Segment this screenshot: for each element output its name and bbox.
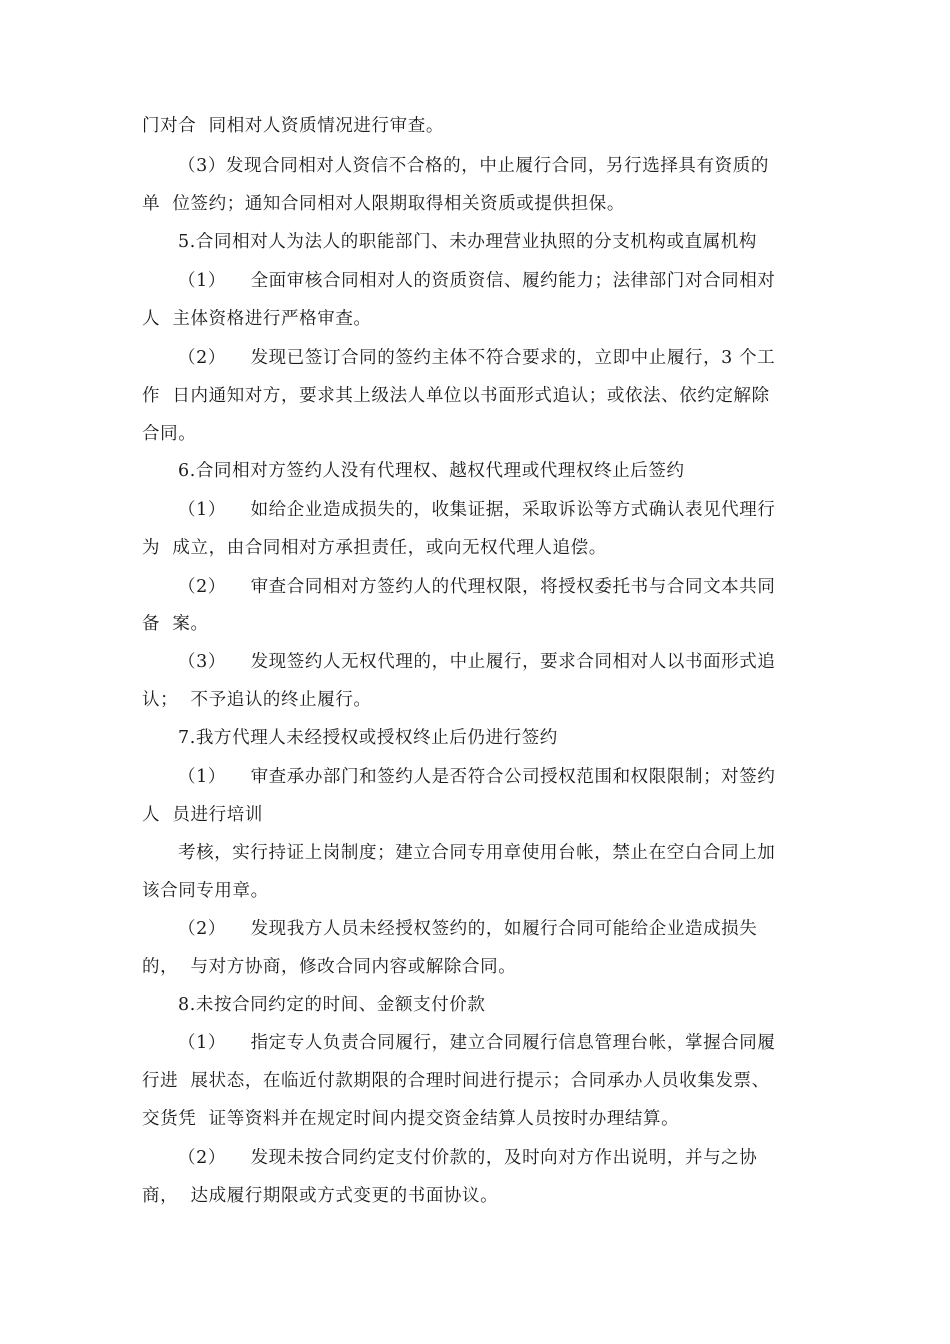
text-line: 认； 不予追认的终止履行。 (142, 690, 372, 710)
section-heading: 8.未按合同约定的时间、金额支付价款 (178, 995, 486, 1015)
text-line: （3） 发现签约人无权代理的，中止履行，要求合同相对人以书面形式追 (178, 652, 776, 672)
text-line: 单 位签约；通知合同相对人限期取得相关资质或提供担保。 (142, 194, 625, 214)
text-line: 行进 展状态，在临近付款期限的合理时间进行提示；合同承办人员收集发票、 (142, 1071, 770, 1091)
text-line: 该合同专用章。 (142, 881, 269, 901)
text-line: （2） 审查合同相对方签约人的代理权限，将授权委托书与合同文本共同 (178, 577, 776, 597)
text-line: （1） 审查承办部门和签约人是否符合公司授权范围和权限限制；对签约 (178, 767, 776, 787)
text-line: （1） 全面审核合同相对人的资质资信、履约能力；法律部门对合同相对 (178, 271, 776, 291)
text-line: （2） 发现已签订合同的签约主体不符合要求的，立即中止履行，3 个工 (178, 348, 776, 368)
text-line: 为 成立，由合同相对方承担责任，或向无权代理人追偿。 (142, 538, 607, 558)
text-line: 人 主体资格进行严格审查。 (142, 309, 372, 329)
text-line: 作 日内通知对方，要求其上级法人单位以书面形式追认；或依法、依约定解除 (142, 386, 770, 406)
text-line: （3）发现合同相对人资信不合格的，中止履行合同，另行选择具有资质的 (178, 156, 769, 176)
section-heading: 5.合同相对人为法人的职能部门、未办理营业执照的分支机构或直属机构 (178, 232, 757, 252)
text-line: 考核，实行持证上岗制度；建立合同专用章使用台帐，禁止在空白合同上加 (178, 843, 776, 863)
text-line: 交货凭 证等资料并在规定时间内提交资金结算人员按时办理结算。 (142, 1109, 680, 1129)
text-line: 的， 与对方协商，修改合同内容或解除合同。 (142, 957, 517, 977)
text-line: （2） 发现我方人员未经授权签约的，如履行合同可能给企业造成损失 (178, 919, 758, 939)
text-line: 人 员进行培训 (142, 805, 263, 825)
text-line: 商， 达成履行期限或方式变更的书面协议。 (142, 1186, 499, 1206)
text-line: （1） 如给企业造成损失的，收集证据，采取诉讼等方式确认表见代理行 (178, 500, 776, 520)
text-line: （2） 发现未按合同约定支付价款的，及时向对方作出说明，并与之协 (178, 1148, 758, 1168)
section-heading: 6.合同相对方签约人没有代理权、越权代理或代理权终止后签约 (178, 461, 685, 481)
section-heading: 7.我方代理人未经授权或授权终止后仍进行签约 (178, 728, 558, 748)
text-line: （1） 指定专人负责合同履行，建立合同履行信息管理台帐，掌握合同履 (178, 1033, 776, 1053)
text-line: 门对合 同相对人资质情况进行审查。 (142, 116, 444, 136)
text-line: 合同。 (142, 424, 197, 444)
text-line: 备 案。 (142, 614, 209, 634)
